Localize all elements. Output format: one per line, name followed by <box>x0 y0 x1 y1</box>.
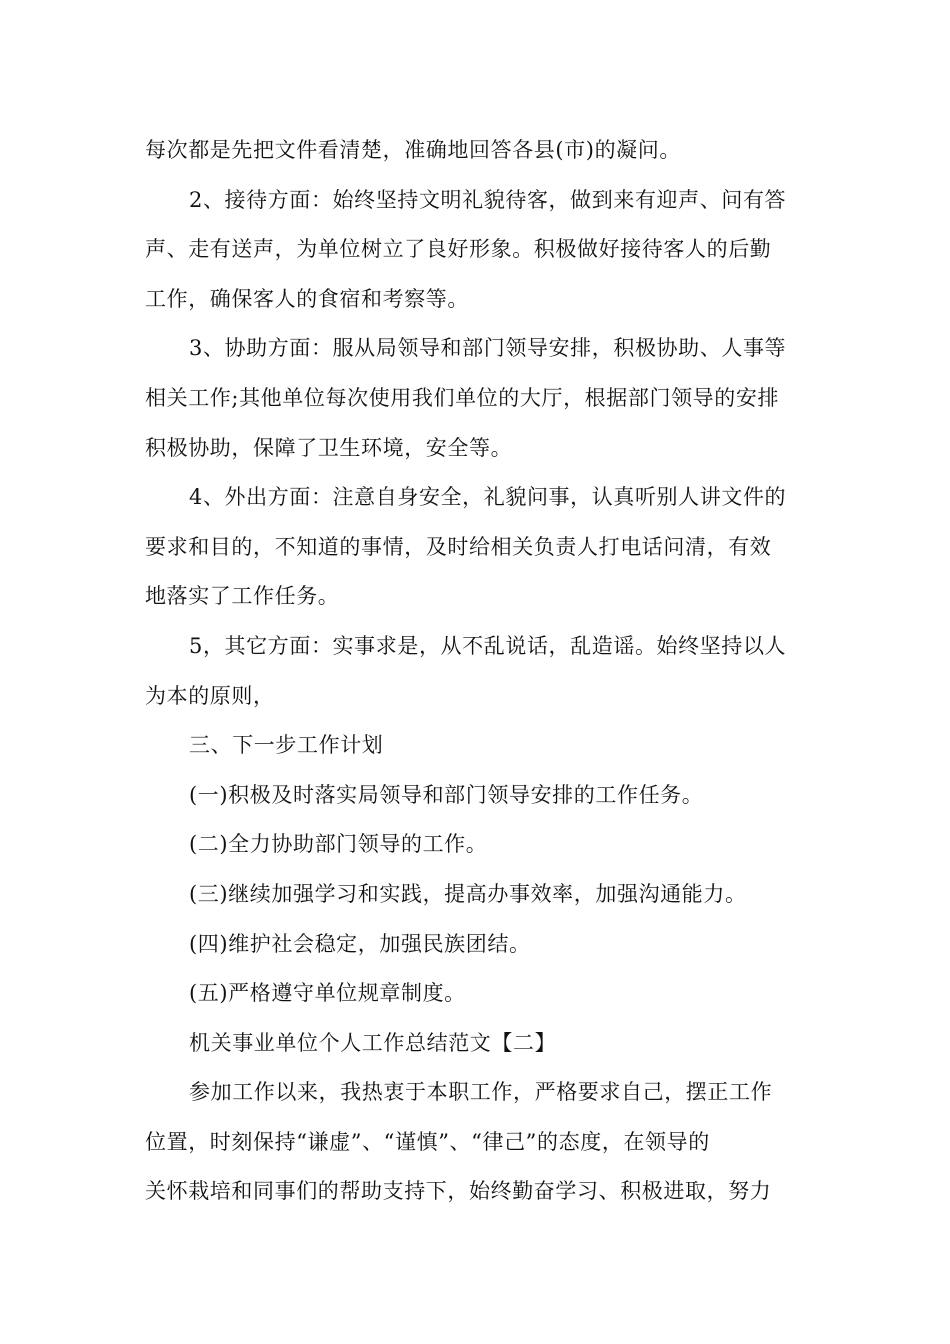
plan-item: (二)全力协助部门领导的工作。 <box>189 832 488 857</box>
plan-item: (一)积极及时落实局领导和部门领导安排的工作任务。 <box>189 782 704 807</box>
paragraph-assistance: 3、协助方面：服从局领导和部门领导安排，积极协助、人事等 <box>189 336 787 361</box>
text-line: 相关工作;其他单位每次使用我们单位的大厅，根据部门领导的安排 <box>145 385 780 410</box>
plan-item: (五)严格遵守单位规章制度。 <box>189 981 466 1006</box>
text-line: 每次都是先把文件看清楚，准确地回答各县(市)的凝问。 <box>145 138 681 162</box>
text-line: 关怀栽培和同事们的帮助支持下，始终勤奋学习、积极进取，努力 <box>145 1179 772 1204</box>
text-line: 要求和目的，不知道的事情，及时给相关负责人打电话问清，有效 <box>145 534 772 559</box>
plan-item: (四)维护社会稳定，加强民族团结。 <box>189 931 531 956</box>
paragraph-intro: 参加工作以来，我热衷于本职工作，严格要求自己，摆正工作 <box>189 1080 773 1105</box>
document-body <box>145 126 807 1217</box>
text-line: 积极协助，保障了卫生环境，安全等。 <box>145 435 513 460</box>
text-line: 为本的原则， <box>145 683 275 708</box>
text-line: 地落实了工作任务。 <box>145 584 340 609</box>
section-heading: 三、下一步工作计划 <box>189 733 384 758</box>
plan-item: (三)继续加强学习和实践，提高办事效率，加强沟通能力。 <box>189 881 747 906</box>
article-title: 机关事业单位个人工作总结范文【二】 <box>189 1030 557 1055</box>
text-line: 位置，时刻保持“谦虚”、“谨慎”、“律己”的态度，在领导的 <box>145 1129 710 1154</box>
paragraph-reception: 2、接待方面：始终坚持文明礼貌待客，做到来有迎声、问有答 <box>189 187 787 212</box>
paragraph-outgoing: 4、外出方面：注意自身安全，礼貌问事，认真听别人讲文件的 <box>189 485 787 510</box>
text-line: 工作，确保客人的食宿和考察等。 <box>145 286 469 311</box>
text-line: 声、走有送声，为单位树立了良好形象。积极做好接待客人的后勤 <box>145 237 772 262</box>
paragraph-other: 5，其它方面：实事求是，从不乱说话，乱造谣。始终坚持以人 <box>189 633 787 658</box>
